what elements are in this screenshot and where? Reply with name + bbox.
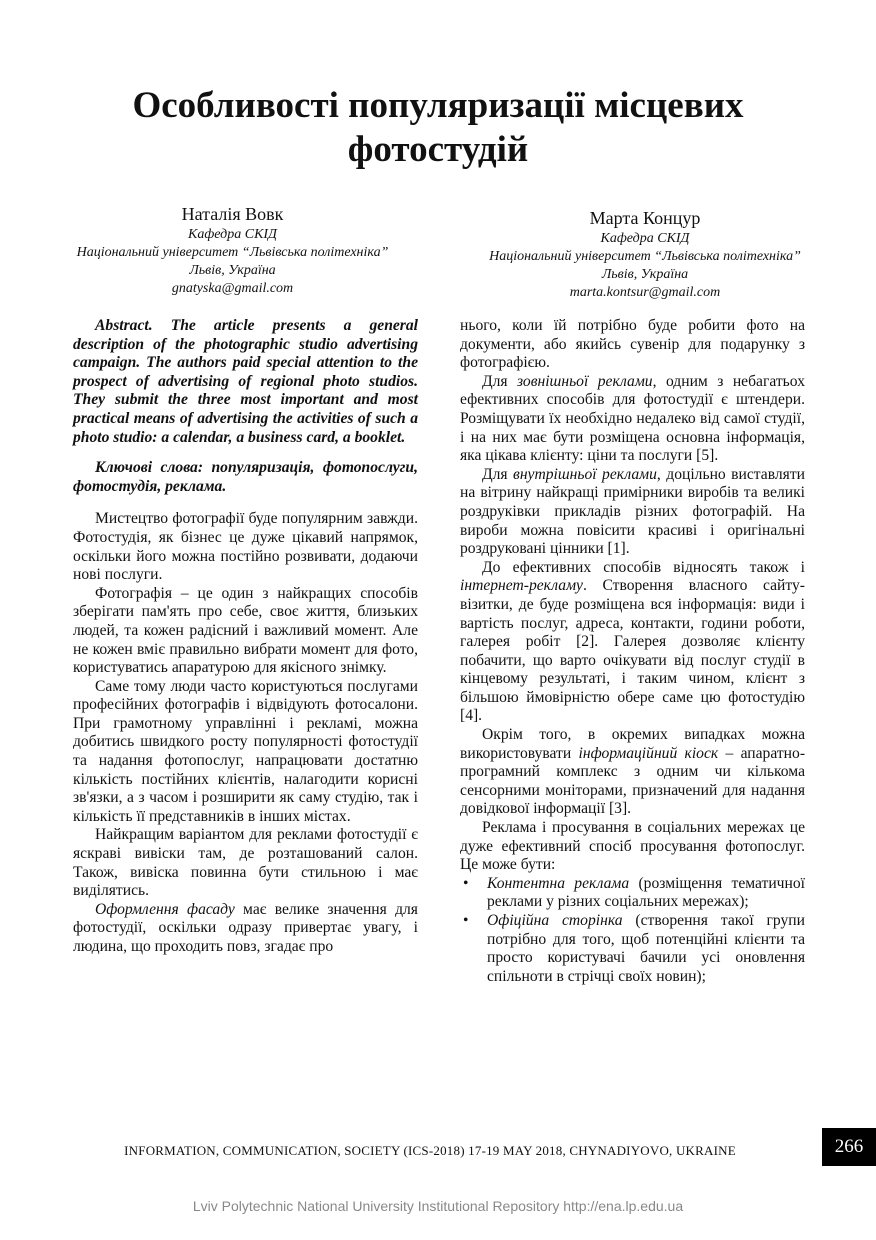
author-uni: Національний університет “Львівська політехніка” xyxy=(76,245,389,260)
author-name: Наталія Вовк xyxy=(181,204,284,224)
paper-title: Особливості популяризації місцевих фотостудій xyxy=(132,85,744,170)
paragraph: Окрім того, в окремих випадках можна використовувати інформаційний кіоск – апаратно-програмний комплекс з одним чи кількома сенсорними моніторами, призначений для надання довідкової інформації [3]. xyxy=(460,726,806,818)
bullet-list xyxy=(460,875,805,987)
paragraph: Реклама і просування в соціальних мережах це дуже ефективний спосіб просування фотопослуг. Це може бути: xyxy=(460,819,805,874)
author-city: Львів, Україна xyxy=(189,263,276,278)
paragraph: Фотографія – це один з найкращих способів зберігати пам'ять про себе, своє життя, близьких людей, та кожен радісний і важливий момент. Але не кожен вміє правильно вибрати момент для фото, користуватись апаратурою для якісного знімку. xyxy=(73,584,418,677)
paragraph: Саме тому люди часто користуються послугами професійних фотографів і відвідують фотосалони. При грамотному управлінні і рекламі, можна добитись швидкого росту популярності фотостудії та надання фотопослуг, напрацювати достатню кількість постійних клієнтів, налагодити корисні зв'язки, а з часом і розширити як саму студію, так і кількість її представників в інших містах. xyxy=(73,677,418,825)
author-dept: Кафедра СКІД xyxy=(600,231,690,246)
right-column xyxy=(460,317,805,986)
author-name: Марта Концур xyxy=(589,208,701,228)
paragraph: Оформлення фасаду має велике значення для фотостудії, оскільки одразу привертає увагу, і людина, що проходить повз, згадає про xyxy=(73,900,418,955)
paragraph: Для внутрішньої реклами, доцільно виставляти на вітрину найкращі примірники виробів та великі роздруківки прикладів різних фотографій. На вироби можна повісити красиві і оригінальні роздруковані цінники [1]. xyxy=(460,465,805,558)
repository-footer: Lviv Polytechnic National University Institutional Repository http://ena.lp.edu.ua xyxy=(192,1198,684,1214)
paragraph: нього, коли їй потрібно буде робити фото на документи, або якийсь сувенір для подарунку з фотографією. xyxy=(460,317,805,372)
list-item: • Офіційна сторінка (створення такої групи потрібно для того, щоб потенційні клієнти та просто користувачі бачили усі оновлення спільноти в стрічці своїх новин); xyxy=(460,912,805,986)
list-item: • Контентна реклама (розміщення тематичної реклами у різних соціальних мережах); xyxy=(460,875,805,912)
author-email: gnatyska@gmail.com xyxy=(171,281,294,296)
paragraph: Мистецтво фотографії буде популярним завжди. Фотостудія, як бізнес це дуже цікавий напрямок, оскільки його можна постійно розвивати, додаючи нові послуги. xyxy=(73,510,418,584)
author-dept: Кафедра СКІД xyxy=(188,227,277,242)
paragraph: До ефективних способів відносять також і інтернет-рекламу. Створення власного сайту-візитки, де буде розміщена вся інформація: види і вартість послуг, адреса, контакти, години роботи, галерея робіт [2]. Галерея дозволяє клієнту побачити, що варто очікувати від послуг студії в кінцевому результаті, і таким чином, клієнт з більшою ймовірністю обере саме цю фотостудію [4]. xyxy=(460,558,805,725)
paragraph: Найкращим варіантом для реклами фотостудії є яскраві вивіски там, де розташований салон. Також, вивіска повинна бути стильною і має виділятись. xyxy=(73,826,418,900)
author-email: marta.kontsur@gmail.com xyxy=(569,285,721,300)
author-2 xyxy=(455,206,835,302)
keywords: Ключові слова: популяризація, фотопослуги, фотостудія, реклама. xyxy=(73,459,418,495)
abstract: Abstract. The article presents a general description of the photographic studio advertising campaign. The authors paid special attention to the prospect of advertising of regional photo studios. They submit the three most important and most practical means of advertising the activities of such a photo studio: a calendar, a business card, a booklet. xyxy=(73,317,418,446)
author-1 xyxy=(40,202,425,298)
author-city: Львів, Україна xyxy=(601,267,689,282)
page-number: 266 xyxy=(822,1128,876,1166)
conference-footer: INFORMATION, COMMUNICATION, SOCIETY (ICS-2018) 17-19 MAY 2018, CHYNADIYOVO, UKRAINE xyxy=(124,1143,736,1158)
left-column xyxy=(73,317,418,957)
author-uni: Національний університет “Львівська політехніка” xyxy=(489,249,801,264)
paragraph: Для зовнішньої реклами, одним з небагатьох ефективних способів для фотостудії є штендери. Розміщувати їх необхідно недалеко від самої студії, і на них має бути розміщена основна інформація, яка цікава клієнту: ціни та послуги [5]. xyxy=(460,372,806,465)
